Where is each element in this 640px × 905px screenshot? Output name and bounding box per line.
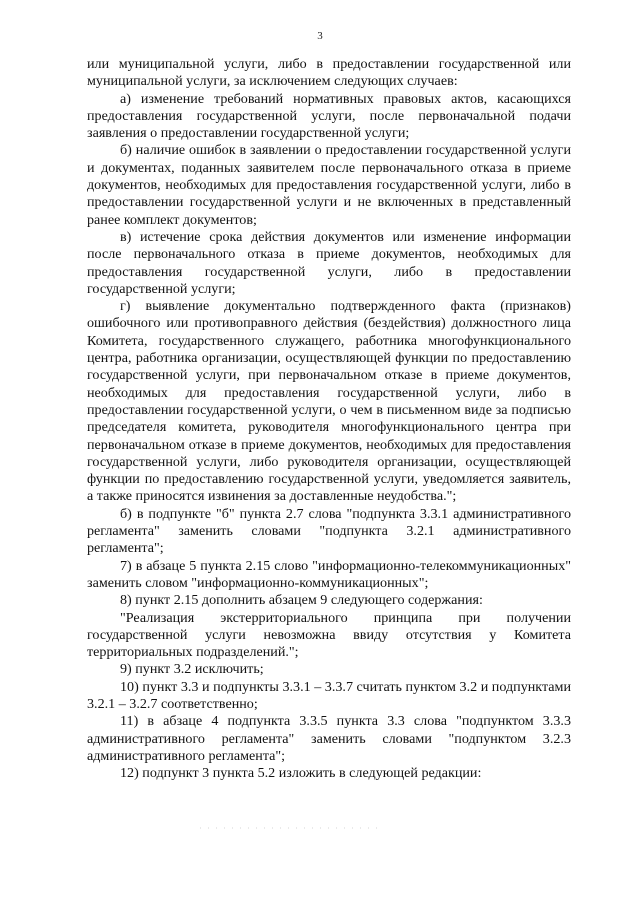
paragraph-item-11: 11) в абзаце 4 подпункта 3.3.5 пункта 3.3 слова "подпунктом 3.3.3 административного регламента" заменить словами "подпунктом 3.2.3 административного регламента"; — [87, 713, 571, 764]
paragraph-item-12: 12) подпункт 3 пункта 5.2 изложить в следующей редакции: — [120, 765, 482, 782]
paragraph-item-9: 9) пункт 3.2 исключить; — [120, 661, 264, 678]
page-number: 3 — [317, 30, 323, 42]
paragraph-item-6: б) в подпункте "б" пункта 2.7 слова "подпункта 3.3.1 административного регламента" заменить словами "подпункта 3.2.1 административного регламента"; — [87, 505, 571, 557]
paragraph-quoted-text: "Реализация экстерриториального принципа при получении государственной услуги невозможна ввиду отсутствия у Комитета территориальных подразделений."; — [87, 609, 571, 661]
paragraph-item-7: 7) в абзаце 5 пункта 2.15 слово "информационно-телекоммуникационных" заменить словом "информационно-коммуникационных"; — [87, 557, 571, 591]
paragraph-item-b: б) наличие ошибок в заявлении о предоставлении государственной услуги и документах, поданных заявителем после первоначального отказа в приеме документов, необходимых для предоставления государственной услуги, либо в предоставлении государственной услуги и не включенных в представленный ранее комплект документов; — [87, 142, 571, 228]
paragraph-item-g: г) выявление документально подтвержденного факта (признаков) ошибочного или противоправного действия (бездействия) должностного лица Комитета, государственного служащего, работника многофункционального центра, работника организации, осуществляющей функции по предоставлению государственной услуги, при первоначальном отказе в приеме документов, необходимых для предоставления государственной услуги, либо в предоставлении государственной услуги, о чем в письменном виде за подписью председателя комитета, руководителя многофункционального центра при первоначальном отказе в приеме документов, необходимых для предоставления государственной услуги, либо руководителя организации, осуществляющей функции по предоставлению государственной услуги, уведомляется заявитель, а также приносятся извинения за доставленные неудобства."; — [87, 298, 571, 505]
paragraph-item-a: а) изменение требований нормативных правовых актов, касающихся предоставления государственной услуги, после первоначальной подачи заявления о предоставлении государственной услуги; — [87, 90, 571, 142]
document-body — [87, 56, 571, 782]
paragraph-item-10: 10) пункт 3.3 и подпункты 3.3.1 – 3.3.7 считать пунктом 3.2 и подпунктами 3.2.1 – 3.2.7 соответственно; — [87, 678, 571, 712]
paragraph-item-8: 8) пункт 2.15 дополнить абзацем 9 следующего содержания: — [120, 592, 483, 609]
paragraph-continuation: или муниципальной услуги, либо в предоставлении государственной или муниципальной услуги, за исключением следующих случаев: — [87, 56, 571, 90]
paragraph-item-v: в) истечение срока действия документов или изменение информации после первоначального отказа в приеме документов, необходимых для предоставления государственной услуги, либо в предоставлении государственной услуги; — [87, 228, 571, 297]
